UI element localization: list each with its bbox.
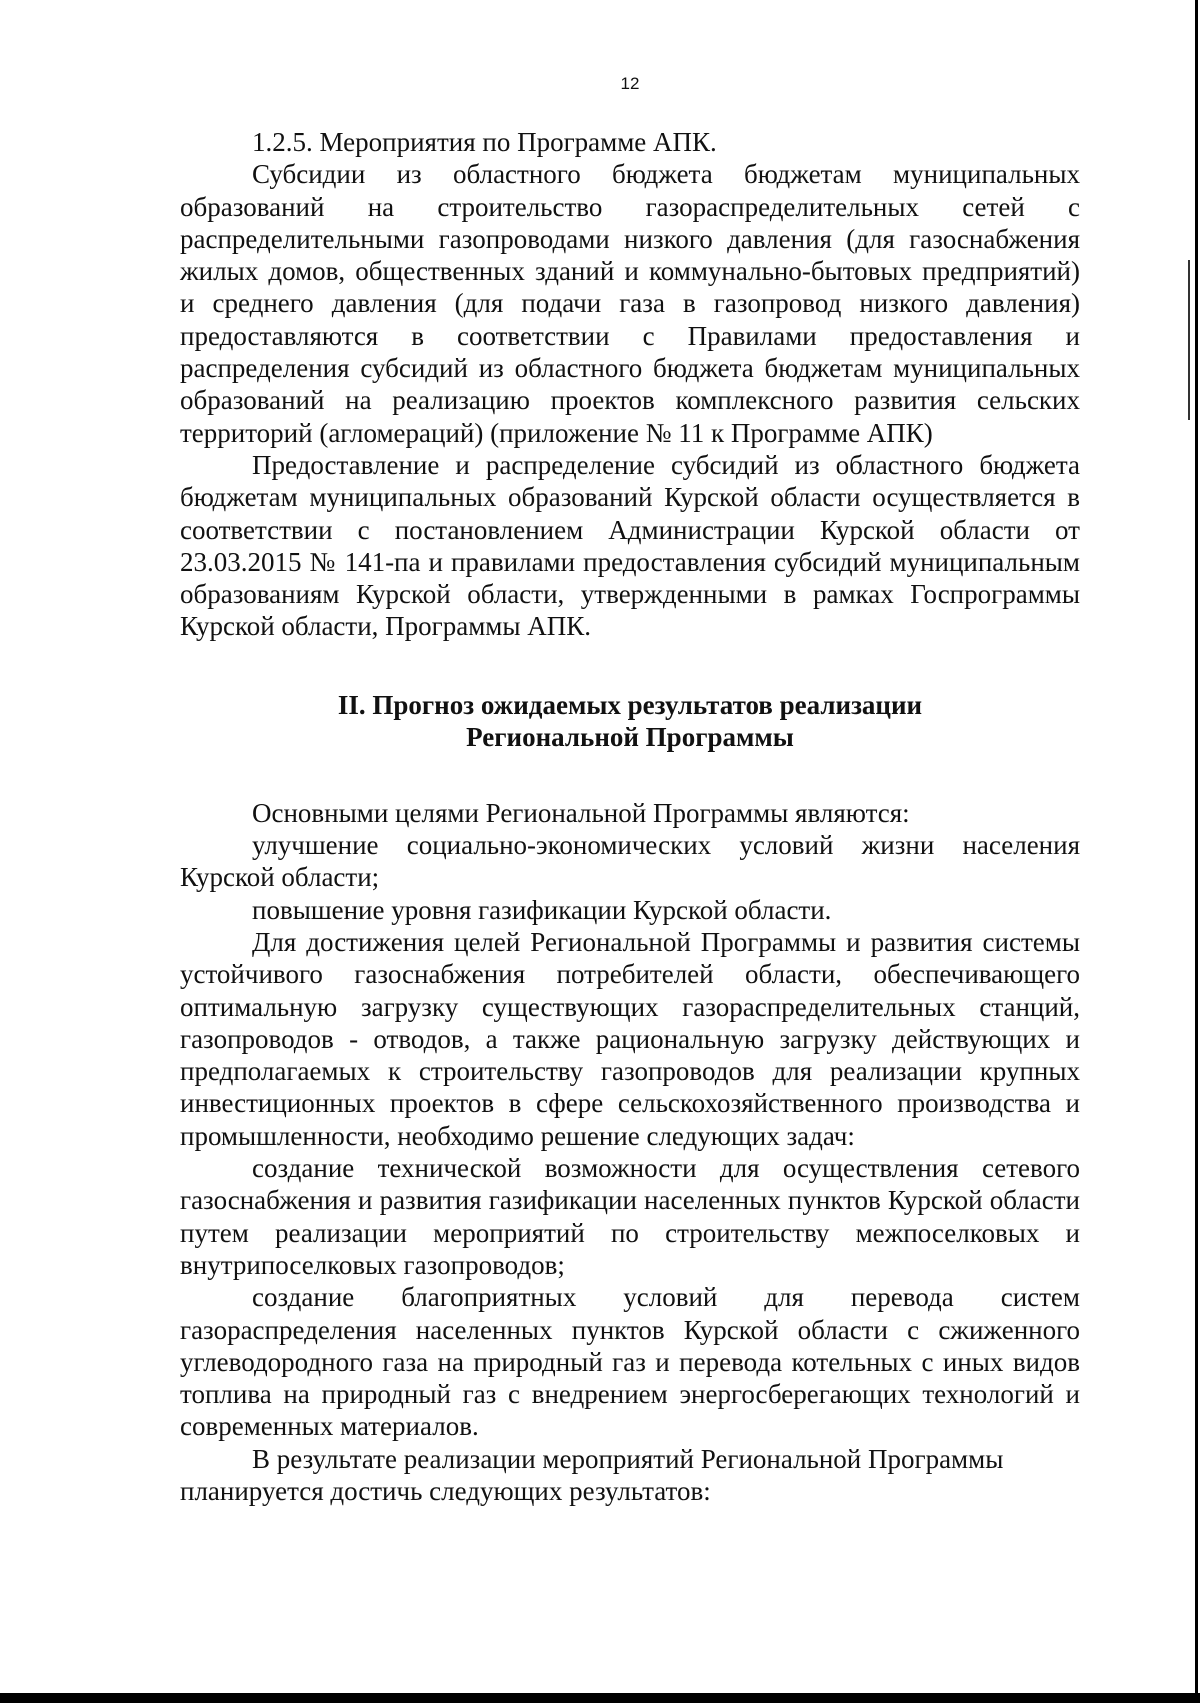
section-heading	[180, 689, 1080, 753]
list-item: повышение уровня газификации Курской области.	[252, 894, 832, 925]
paragraph: Для достижения целей Региональной Программы и развития системы устойчивого газоснабжения потребителей области, обеспечивающего оптимальную загрузку существующих газораспределительных станций, газопроводов - отводов, а также рациональную загрузку действующих и предполагаемых к строительству газопроводов для реализации крупных инвестиционных проектов в сфере сельскохозяйственного производства и промышленности, необходимо решение следующих задач:	[180, 926, 1080, 1151]
scan-mark	[1188, 260, 1190, 420]
page-number: 12	[620, 74, 640, 93]
paragraph: В результате реализации мероприятий Региональной Программы планируется достичь следующих результатов:	[180, 1443, 1004, 1506]
scan-border-right	[1195, 0, 1198, 1703]
heading-line: Региональной Программы	[466, 721, 794, 752]
list-item: улучшение социально-экономических условий жизни населения Курской области;	[180, 830, 1080, 893]
document-body	[180, 126, 1080, 1507]
list-item: создание благоприятных условий для перевода систем газораспределения населенных пунктов Курской области с сжиженного углеводородного газа на природный газ и перевода котельных с иных видов топлива на природный газ с внедрением энергосберегающих технологий и современных материалов.	[180, 1282, 1080, 1442]
heading-line: II. Прогноз ожидаемых результатов реализации	[337, 689, 923, 720]
scan-border-bottom	[0, 1693, 1200, 1703]
section-title: 1.2.5. Мероприятия по Программе АПК.	[252, 127, 717, 157]
paragraph: Основными целями Региональной Программы являются:	[252, 797, 910, 828]
list-item: создание технической возможности для осуществления сетевого газоснабжения и развития газификации населенных пунктов Курской области путем реализации мероприятий по строительству межпоселковых и внутрипоселковых газопроводов;	[180, 1153, 1080, 1280]
paragraph: Субсидии из областного бюджета бюджетам муниципальных образований на строительство газораспределительных сетей с распределительными газопроводами низкого давления (для газоснабжения жилых домов, общественных зданий и коммунально-бытовых предприятий) и среднего давления (для подачи газа в газопровод низкого давления) предоставляются в соответствии с Правилами предоставления и распределения субсидий из областного бюджета бюджетам муниципальных образований на реализацию проектов комплексного развития сельских территорий (агломераций) (приложение № 11 к Программе АПК)	[180, 159, 1080, 448]
paragraph: Предоставление и распределение субсидий из областного бюджета бюджетам муниципальных образований Курской области осуществляется в соответствии с постановлением Администрации Курской области от 23.03.2015 № 141-па и правилами предоставления субсидий муниципальным образованиям Курской области, утвержденными в рамках Госпрограммы Курской области, Программы АПК.	[180, 449, 1080, 642]
